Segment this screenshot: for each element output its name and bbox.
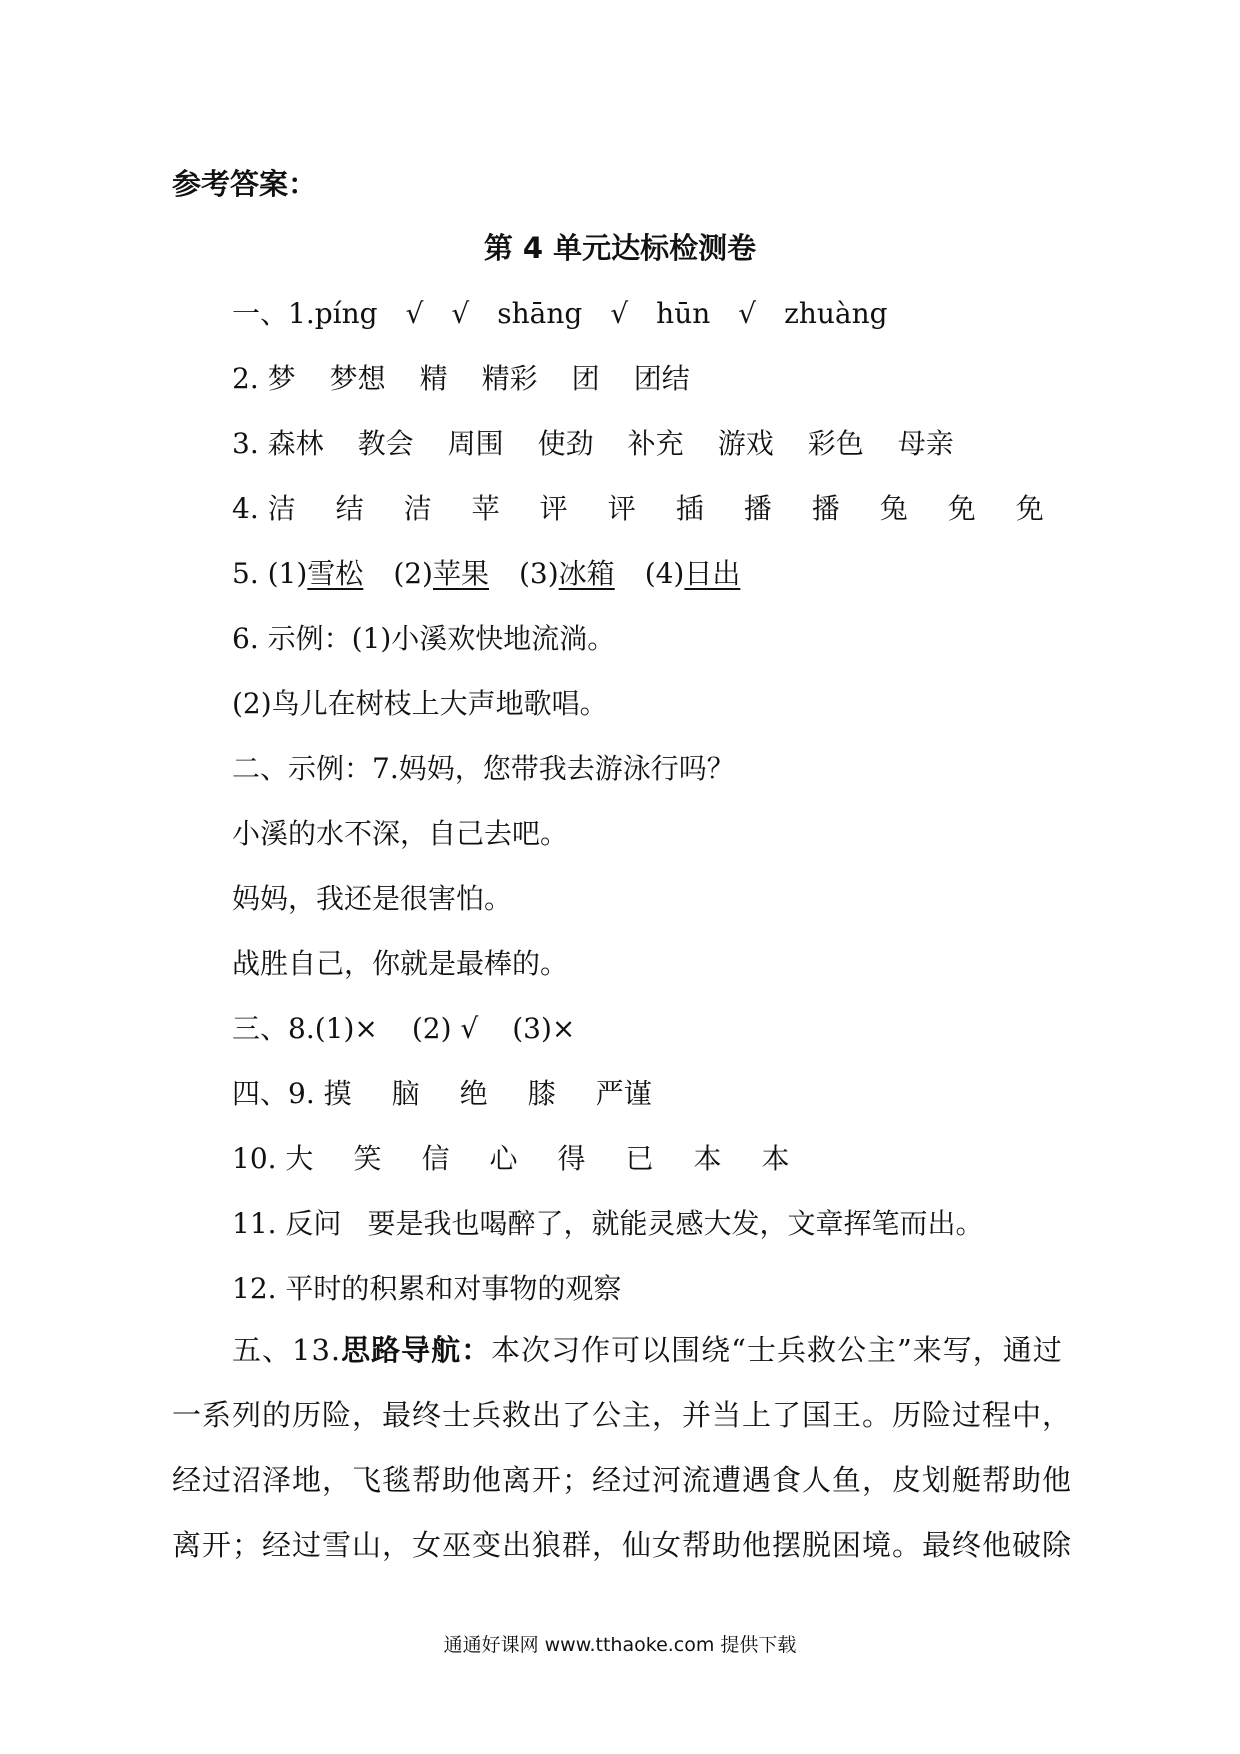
q2-item: 2. 梦 bbox=[232, 362, 296, 395]
q13-paragraph bbox=[172, 1318, 1072, 1578]
q9-item: 脑 bbox=[391, 1077, 420, 1110]
q4-item: 播 bbox=[811, 492, 840, 525]
footer-credit: 通通好课网 www.tthaoke.com 提供下载 bbox=[443, 1634, 797, 1656]
q9-item: 严谨 bbox=[595, 1077, 652, 1110]
q12-line: 12. 平时的积累和对事物的观察 bbox=[232, 1272, 622, 1305]
q1-item: √ bbox=[610, 297, 629, 330]
q4-item: 插 bbox=[675, 492, 704, 525]
q10-item: 本 bbox=[693, 1142, 722, 1175]
q1-item: 一、1.píng bbox=[232, 297, 378, 330]
q1-item: shāng bbox=[497, 297, 583, 330]
q8-item: (3)× bbox=[512, 1012, 576, 1045]
q4-item: 免 bbox=[947, 492, 976, 525]
q10-item: 笑 bbox=[353, 1142, 382, 1175]
q3-item: 补充 bbox=[627, 427, 684, 460]
q7-line-1: 二、示例：7.妈妈，您带我去游泳行吗？ bbox=[232, 752, 735, 785]
q8-line bbox=[232, 1009, 609, 1049]
q10-item: 信 bbox=[421, 1142, 450, 1175]
q5-number: (3) bbox=[519, 557, 559, 590]
q10-item: 得 bbox=[557, 1142, 586, 1175]
q13-prefix: 五、13. bbox=[232, 1333, 342, 1367]
q3-item: 游戏 bbox=[717, 427, 774, 460]
q5-answer bbox=[393, 554, 489, 594]
q4-item: 苹 bbox=[471, 492, 500, 525]
q13-label: 思路导航： bbox=[341, 1333, 492, 1367]
q5-word: 苹果 bbox=[432, 557, 489, 590]
q9-line bbox=[232, 1074, 692, 1114]
q1-line bbox=[232, 294, 916, 334]
q3-item: 母亲 bbox=[897, 427, 954, 460]
q3-item: 周围 bbox=[447, 427, 504, 460]
q2-item: 梦想 bbox=[329, 362, 386, 395]
q7-line-4: 战胜自己，你就是最棒的。 bbox=[232, 947, 569, 980]
q11-item: 要是我也喝醉了，就能灵感大发，文章挥笔而出。 bbox=[367, 1207, 984, 1240]
q13-text: 本次习作可以围绕“士兵救公主”来写，通过一系列的历险，最终士兵救出了公主，并当上了国王。历险过程中，经过沼泽地，飞毯帮助他离开；经过河流遭遇食人鱼，皮划艇帮助他离开；经过雪山，女巫变出狼群，仙女帮助他摆脱困境。最终他破除 bbox=[172, 1333, 1073, 1562]
q5-prefix: 5. bbox=[232, 557, 268, 590]
q10-item: 已 bbox=[625, 1142, 654, 1175]
q10-item: 10. 大 bbox=[232, 1142, 314, 1175]
q5-line bbox=[232, 554, 740, 594]
q4-item: 结 bbox=[335, 492, 364, 525]
q5-number: (2) bbox=[393, 557, 433, 590]
q9-item: 绝 bbox=[459, 1077, 488, 1110]
q10-line bbox=[232, 1139, 830, 1179]
q9-item: 四、9. 摸 bbox=[232, 1077, 352, 1110]
q3-item: 3. 森林 bbox=[232, 427, 324, 460]
q2-item: 团 bbox=[571, 362, 600, 395]
q5-number: (1) bbox=[267, 557, 308, 590]
q6-line-1: 6. 示例：(1)小溪欢快地流淌。 bbox=[232, 622, 616, 655]
q3-item: 使劲 bbox=[537, 427, 594, 460]
q11-item: 11. 反问 bbox=[232, 1207, 342, 1240]
q2-item: 团结 bbox=[633, 362, 690, 395]
q1-item: √ bbox=[738, 297, 757, 330]
test-title: 第 4 单元达标检测卷 bbox=[483, 231, 757, 265]
q1-item: √ bbox=[405, 297, 424, 330]
reference-answer-heading: 参考答案： bbox=[172, 167, 318, 201]
q5-number: (4) bbox=[644, 557, 685, 590]
q4-item: 洁 bbox=[403, 492, 432, 525]
q4-item: 兔 bbox=[879, 492, 908, 525]
q1-item: √ bbox=[451, 297, 470, 330]
q9-item: 膝 bbox=[527, 1077, 556, 1110]
q1-item: hūn bbox=[656, 297, 711, 330]
q7-line-3: 妈妈，我还是很害怕。 bbox=[232, 882, 513, 915]
q5-word: 冰箱 bbox=[558, 557, 615, 590]
q2-item: 精彩 bbox=[481, 362, 538, 395]
q3-line bbox=[232, 424, 988, 464]
q1-item: zhuàng bbox=[784, 297, 888, 330]
q4-item: 播 bbox=[743, 492, 772, 525]
q2-item: 精 bbox=[419, 362, 448, 395]
q5-answer bbox=[645, 554, 741, 594]
q5-word: 雪松 bbox=[307, 557, 364, 590]
q4-item: 免 bbox=[1015, 492, 1044, 525]
q4-item: 评 bbox=[607, 492, 636, 525]
q2-line bbox=[232, 359, 724, 399]
q10-item: 本 bbox=[761, 1142, 790, 1175]
q3-item: 教会 bbox=[357, 427, 414, 460]
q8-item: 三、8.(1)× bbox=[232, 1012, 378, 1045]
q4-line bbox=[232, 489, 1084, 529]
q7-line-2: 小溪的水不深，自己去吧。 bbox=[232, 817, 569, 850]
q6-line-2: (2)鸟儿在树枝上大声地歌唱。 bbox=[232, 687, 608, 720]
q11-line bbox=[232, 1204, 983, 1244]
q3-item: 彩色 bbox=[807, 427, 864, 460]
q4-item: 评 bbox=[539, 492, 568, 525]
q4-item: 4. 洁 bbox=[232, 492, 296, 525]
q5-word: 日出 bbox=[684, 557, 741, 590]
q5-answer bbox=[519, 554, 615, 594]
q5-answer bbox=[268, 554, 364, 594]
q8-item: (2) √ bbox=[411, 1012, 479, 1045]
q10-item: 心 bbox=[489, 1142, 518, 1175]
